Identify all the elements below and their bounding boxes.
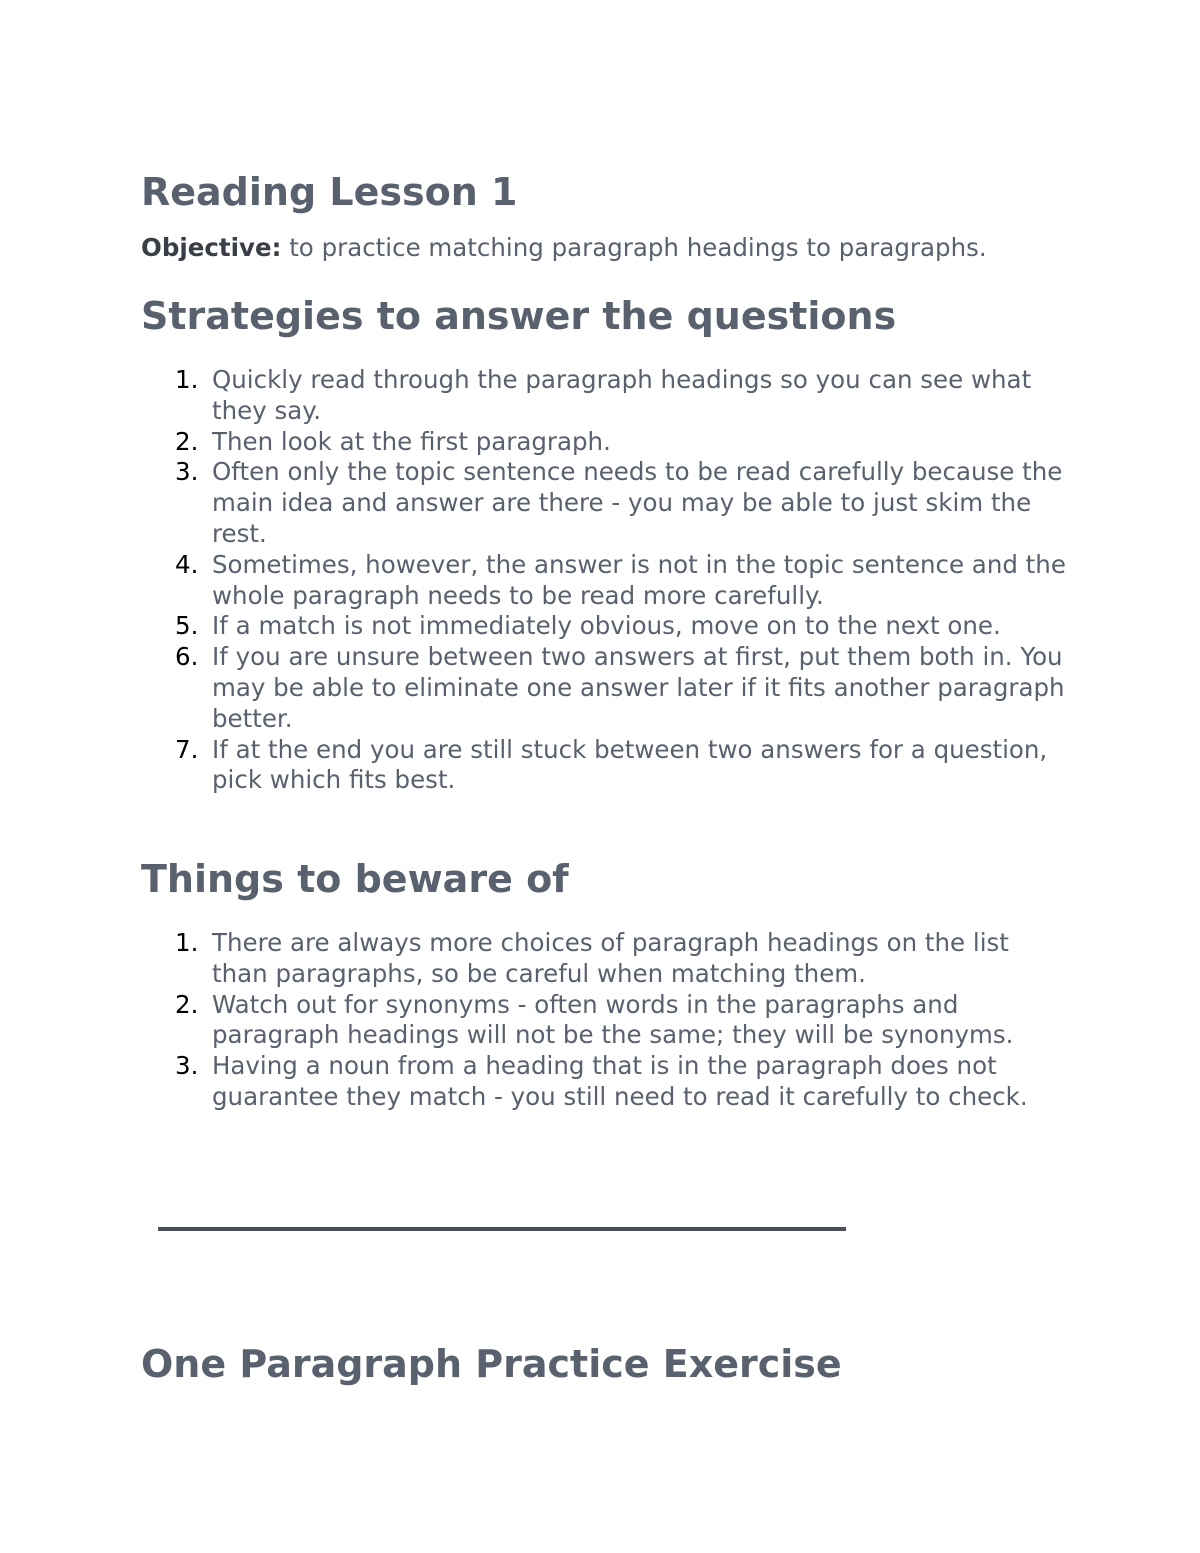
list-item-text: If at the end you are still stuck between two answers for a question, pick which fits best. (212, 734, 1048, 795)
list-item-text: Watch out for synonyms - often words in the paragraphs and paragraph headings will not be the same; they will be synonyms. (212, 989, 1014, 1050)
list-number: 2. (175, 989, 199, 1019)
list-item (175, 928, 1072, 990)
horizontal-rule (158, 1227, 846, 1231)
beware-list (175, 928, 1072, 1113)
list-number: 5. (175, 611, 199, 641)
beware-heading: Things to beware of (141, 857, 569, 901)
strategies-list (175, 365, 1072, 796)
objective-label: Objective: (141, 233, 282, 262)
list-item-text: If you are unsure between two answers at first, put them both in. You may be able to eliminate one answer later if it fits another paragraph better. (212, 642, 1065, 733)
list-item-text: Sometimes, however, the answer is not in the topic sentence and the whole paragraph needs to be read more carefully. (212, 549, 1066, 610)
list-item-text: Then look at the first paragraph. (212, 426, 611, 456)
objective-text: to practice matching paragraph headings to paragraphs. (281, 233, 987, 262)
exercise-heading: One Paragraph Practice Exercise (141, 1342, 842, 1386)
list-item-text: If a match is not immediately obvious, move on to the next one. (212, 611, 1001, 641)
list-item (175, 426, 1072, 458)
list-item-text: Having a noun from a heading that is in the paragraph does not guarantee they match - you still need to read it carefully to check. (212, 1051, 1028, 1111)
list-item (175, 1051, 1072, 1113)
list-number: 1. (175, 365, 199, 394)
list-number: 7. (175, 734, 199, 764)
list-item (175, 549, 1072, 612)
list-item-text: Often only the topic sentence needs to be read carefully because the main idea and answer are there - you may be able to just skim the rest. (212, 457, 1063, 548)
list-number: 3. (175, 1051, 199, 1081)
list-item (175, 989, 1072, 1052)
list-number: 6. (175, 642, 199, 672)
list-number: 2. (175, 426, 199, 456)
list-item (175, 457, 1072, 549)
list-number: 3. (175, 457, 199, 487)
list-item-text: There are always more choices of paragraph headings on the list than paragraphs, so be careful when matching them. (212, 928, 1009, 988)
list-item (175, 734, 1072, 797)
list-item (175, 642, 1072, 734)
list-number: 1. (175, 928, 199, 957)
list-number: 4. (175, 549, 199, 579)
strategies-heading: Strategies to answer the questions (141, 294, 897, 338)
list-item (175, 365, 1072, 427)
page-title: Reading Lesson 1 (141, 170, 518, 214)
objective-line (141, 232, 987, 263)
list-item-text: Quickly read through the paragraph headings so you can see what they say. (212, 365, 1032, 425)
list-item (175, 611, 1072, 642)
